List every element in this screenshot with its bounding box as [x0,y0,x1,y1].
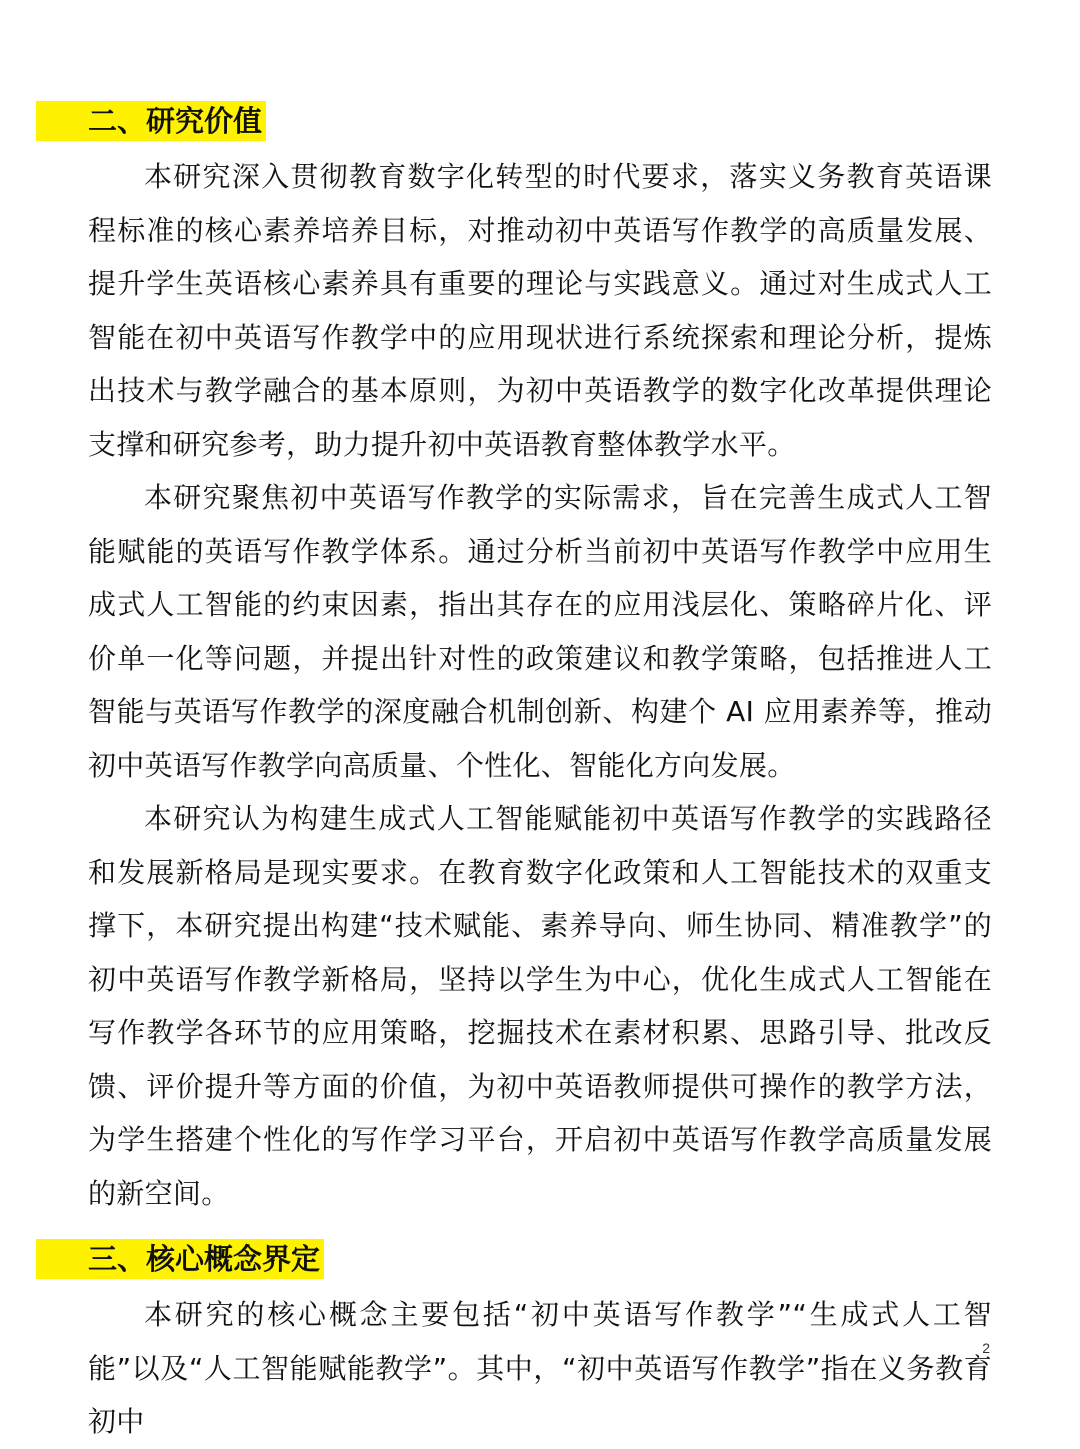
section-heading-text: 三、核心概念界定 [36,1239,324,1279]
paragraph: 本研究聚焦初中英语写作教学的实际需求，旨在完善生成式人工智能赋能的英语写作教学体系。通过分析当前初中英语写作教学中应用生成式人工智能的约束因素，指出其存在的应用浅层化、策略碎片化、评价单一化等问题，并提出针对性的政策建议和教学策略，包括推进人工智能与英语写作教学的深度融合机制创新、构建个 AI 应用素养等，推动初中英语写作教学向高质量、个性化、智能化方向发展。 [88,481,992,782]
section-heading-core-concepts [88,1230,992,1288]
document-body [88,92,992,1449]
page-number: 2 [982,1340,990,1356]
section-heading-research-value [88,92,992,150]
paragraph: 本研究认为构建生成式人工智能赋能初中英语写作教学的实践路径和发展新格局是现实要求。在教育数字化政策和人工智能技术的双重支撑下，本研究提出构建“技术赋能、素养导向、师生协同、精准教学”的初中英语写作教学新格局，坚持以学生为中心，优化生成式人工智能在写作教学各环节的应用策略，挖掘技术在素材积累、思路引导、批改反馈、评价提升等方面的价值，为初中英语教师提供可操作的教学方法，为学生搭建个性化的写作学习平台，开启初中英语写作教学高质量发展的新空间。 [88,802,992,1210]
paragraph: 本研究深入贯彻教育数字化转型的时代要求，落实义务教育英语课程标准的核心素养培养目标，对推动初中英语写作教学的高质量发展、提升学生英语核心素养具有重要的理论与实践意义。通过对生成式人工智能在初中英语写作教学中的应用现状进行系统探索和理论分析，提炼出技术与教学融合的基本原则，为初中英语教学的数字化改革提供理论支撑和研究参考，助力提升初中英语教育整体教学水平。 [88,160,992,461]
section-heading-text: 二、研究价值 [36,101,266,141]
paragraph: 本研究的核心概念主要包括“初中英语写作教学”“生成式人工智能”以及“人工智能赋能教学”。其中，“初中英语写作教学”指在义务教育初中 [88,1298,992,1438]
